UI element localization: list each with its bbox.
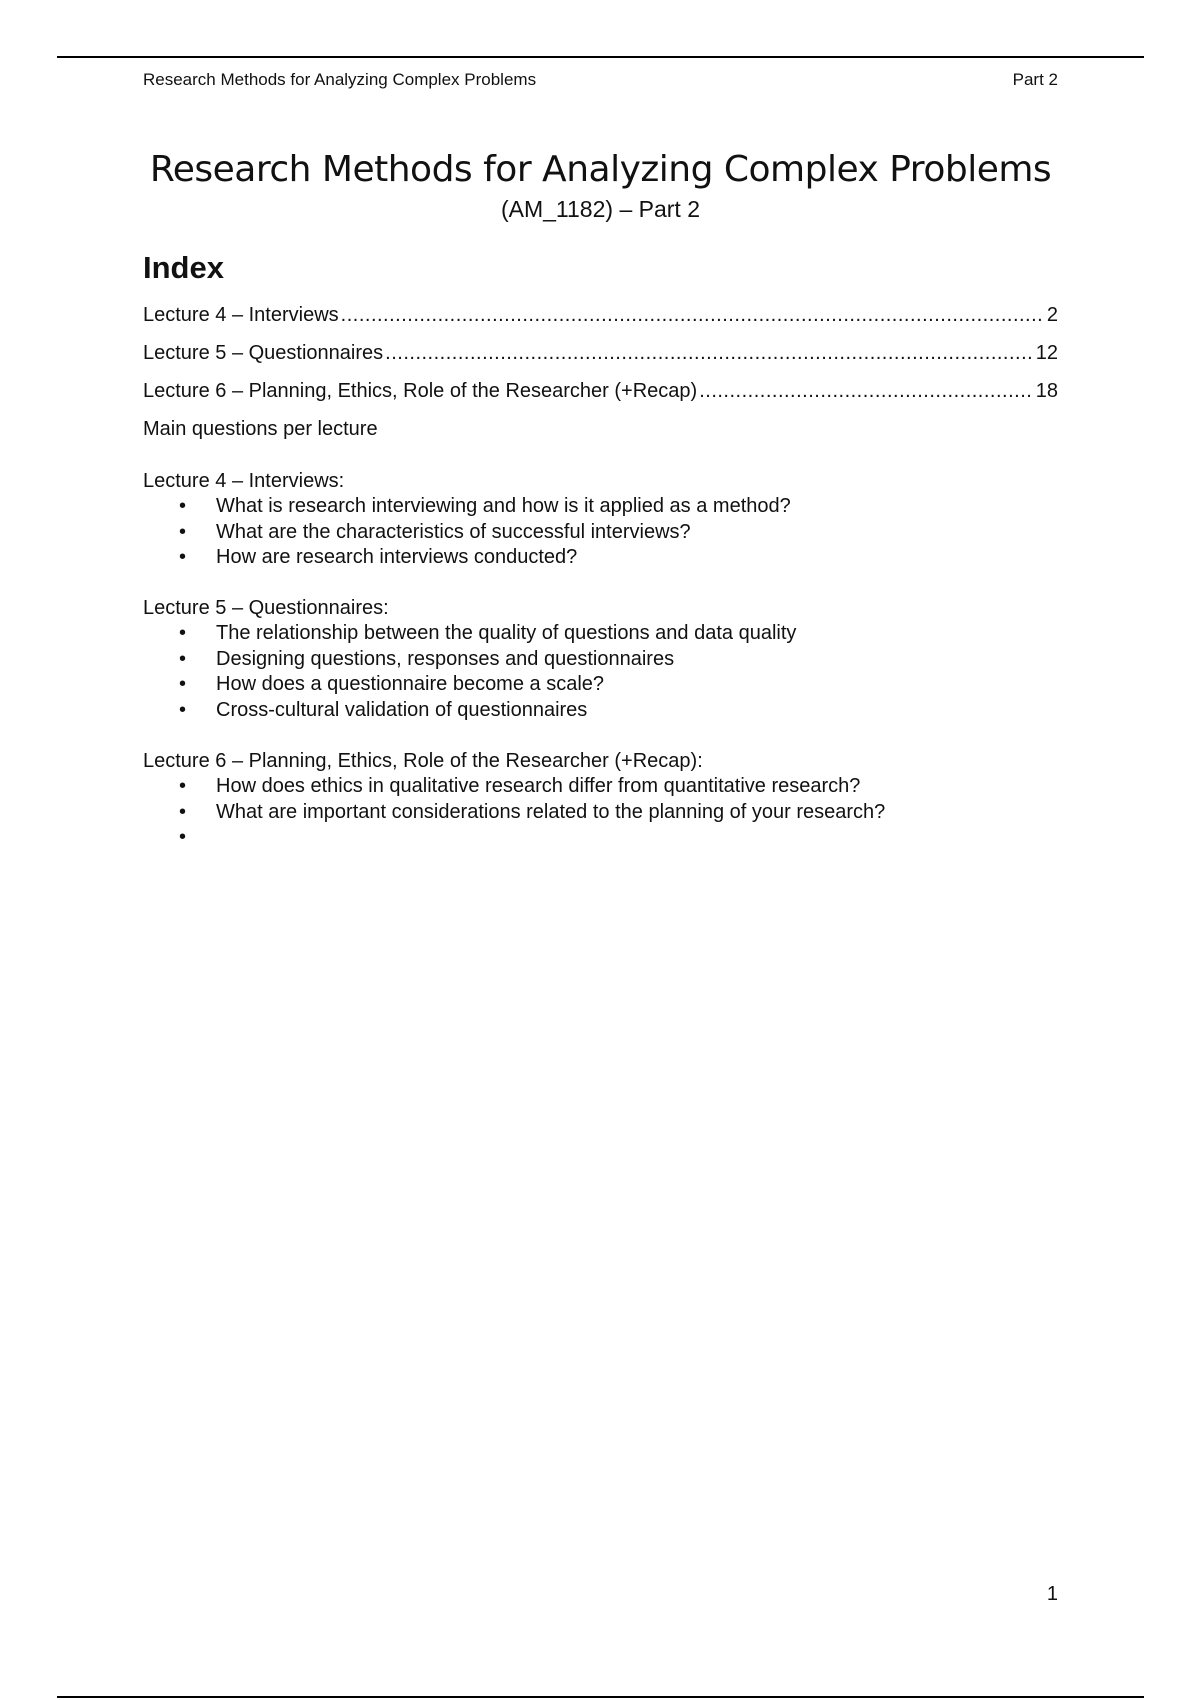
title-block — [143, 148, 1058, 224]
page-number: 1 — [1046, 1583, 1058, 1605]
list-item — [143, 494, 1103, 520]
bullet-icon: • — [179, 775, 187, 797]
list-item — [143, 647, 1103, 673]
list-item-text: Cross-cultural validation of questionnaires — [216, 698, 588, 721]
list-item-text: How does ethics in qualitative research differ from quantitative research? — [216, 775, 861, 797]
toc-entry-label: Lecture 6 – Planning, Ethics, Role of the Researcher (+Recap) — [143, 380, 698, 402]
document-subtitle: (AM_1182) – Part 2 — [500, 196, 700, 222]
bullet-icon: • — [179, 698, 187, 721]
list-item-text: What are the characteristics of successful interviews? — [216, 520, 691, 543]
section-lecture-5 — [143, 596, 1103, 723]
header-rule — [57, 56, 1144, 58]
toc-dot-leader — [385, 340, 1034, 366]
bullet-icon: • — [179, 673, 187, 695]
section-lecture-4 — [143, 469, 1103, 571]
list-item-text: What is research interviewing and how is it applied as a method? — [216, 495, 791, 517]
list-item-empty — [143, 825, 1103, 851]
running-header-part: Part 2 — [1012, 70, 1058, 89]
toc-dot-leader — [699, 378, 1034, 404]
running-header-title: Research Methods for Analyzing Complex Problems — [143, 70, 537, 89]
toc-entry-lecture-4[interactable] — [143, 302, 1058, 340]
section-title: Lecture 6 – Planning, Ethics, Role of the Researcher (+Recap): — [143, 750, 703, 772]
list-item — [143, 545, 1103, 571]
list-item — [143, 520, 1103, 546]
index-heading: Index — [143, 250, 224, 285]
footer-rule — [57, 1696, 1144, 1698]
toc-entry-label: Lecture 5 – Questionnaires — [143, 342, 384, 364]
list-item — [143, 621, 1103, 647]
bullet-icon: • — [179, 647, 187, 670]
toc-entry-lecture-5[interactable] — [143, 340, 1058, 378]
toc-entry-label: Lecture 4 – Interviews — [143, 304, 339, 326]
toc-entry-lecture-6[interactable] — [143, 378, 1058, 416]
section-title: Lecture 5 – Questionnaires: — [143, 597, 389, 619]
toc-entry-page: 12 — [1035, 342, 1058, 364]
toc-dot-leader — [341, 302, 1045, 328]
list-item-text: How does a questionnaire become a scale? — [216, 673, 605, 695]
bullet-icon: • — [179, 520, 187, 543]
running-header — [143, 70, 1058, 92]
table-of-contents — [143, 302, 1058, 416]
bullet-icon: • — [179, 495, 187, 517]
bullet-icon: • — [179, 622, 187, 644]
bullet-icon: • — [179, 800, 187, 823]
list-item-text: How are research interviews conducted? — [216, 546, 578, 568]
main-questions-label: Main questions per lecture — [143, 418, 378, 440]
document-title: Research Methods for Analyzing Complex Problems — [149, 149, 1052, 190]
bullet-icon: • — [179, 826, 187, 848]
list-item — [143, 774, 1103, 800]
toc-entry-page: 2 — [1046, 304, 1058, 326]
list-item — [143, 672, 1103, 698]
section-title: Lecture 4 – Interviews: — [143, 470, 345, 492]
list-item-text: The relationship between the quality of questions and data quality — [216, 622, 797, 644]
section-lecture-6 — [143, 749, 1103, 851]
question-list — [143, 494, 1103, 571]
question-list — [143, 774, 1103, 851]
bullet-icon: • — [179, 546, 187, 568]
list-item — [143, 800, 1103, 826]
toc-entry-page: 18 — [1035, 380, 1058, 402]
question-list — [143, 621, 1103, 723]
list-item-text: What are important considerations related to the planning of your research? — [216, 800, 886, 823]
list-item-text: Designing questions, responses and questionnaires — [216, 647, 675, 670]
list-item — [143, 698, 1103, 724]
